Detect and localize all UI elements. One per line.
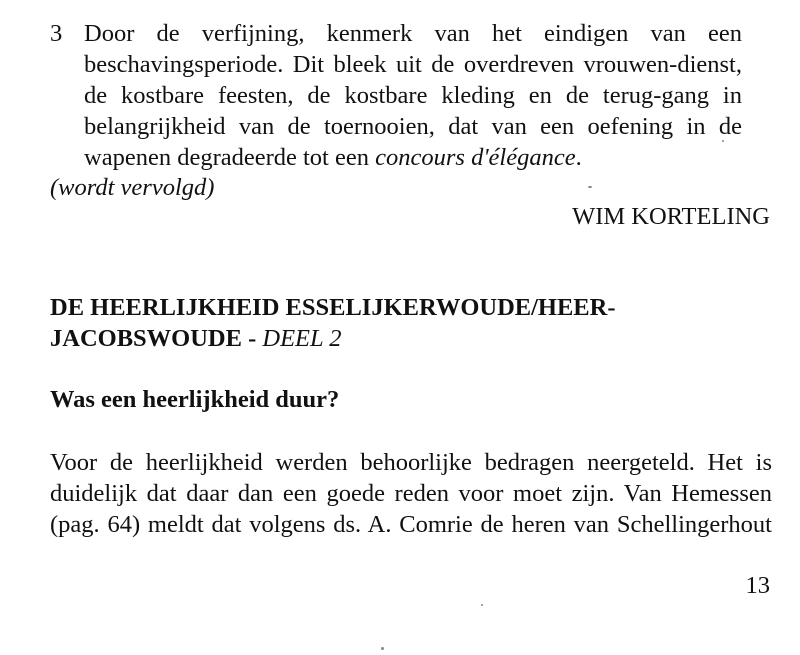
author-signature: WIM KORTELING xyxy=(572,203,770,230)
scan-speck xyxy=(381,647,384,650)
scan-speck xyxy=(722,140,724,142)
article-title xyxy=(50,292,742,354)
section-heading: Was een heerlijkheid duur? xyxy=(50,386,340,413)
footnote-text-after: . xyxy=(575,144,582,171)
article-subtitle: DEEL 2 xyxy=(262,325,342,352)
article-title-main: DE HEERLIJKHEID ESSELIJKERWOUDE/HEER-JACOBSWOUDE xyxy=(50,294,616,352)
article-title-separator: - xyxy=(241,325,263,352)
footnote xyxy=(50,18,742,173)
scan-speck xyxy=(481,604,483,606)
continued-note: (wordt vervolgd) xyxy=(50,174,215,201)
body-paragraph: Voor de heerlijkheid werden behoorlijke bedragen neergeteld. Het is duidelijk dat daar dan een goede reden voor moet zijn. Van Hemessen (pag. 64) meldt dat volgens ds. A. Comrie de heren van Schellingerhout xyxy=(50,449,772,538)
footnote-number: 3 xyxy=(50,20,63,47)
footnote-text-before: Door de verfijning, kenmerk van het eindigen van een beschavingsperiode. Dit bleek uit de overdreven vrouwen-dienst, de kostbare feesten, de kostbare kleding en de terug-gang in belangrijkheid van de toernooien, dat van een oefening in de wapenen degradeerde tot een xyxy=(84,20,742,171)
footnote-text xyxy=(84,18,742,173)
scan-speck xyxy=(588,186,592,188)
footnote-emphasis: concours d'élégance xyxy=(375,144,576,171)
page-number: 13 xyxy=(745,572,770,599)
